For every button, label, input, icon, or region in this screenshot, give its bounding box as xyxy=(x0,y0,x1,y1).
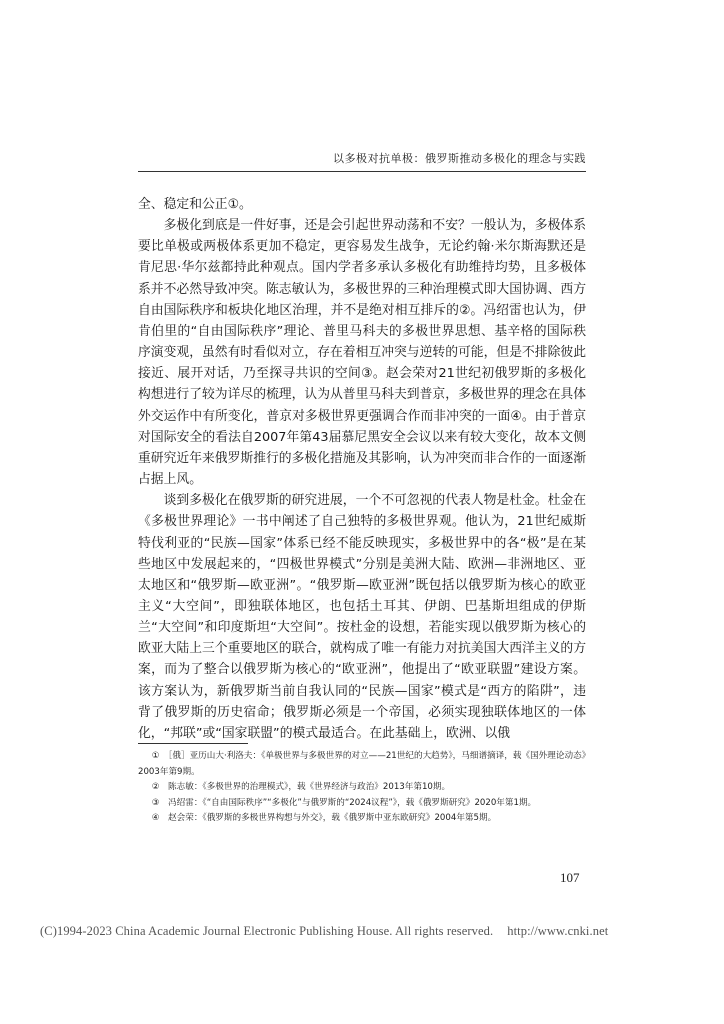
footnote-3: ③ 冯绍雷：《“自由国际秩序”“多极化”与俄罗斯的“2024议程”》，载《俄罗斯研究》2020年第1期。 xyxy=(151,797,537,808)
paragraph-multipolarity-debate: 多极化到底是一件好事，还是会引起世界动荡和不安？一般认为，多极体系要比单极或两极体系更加不稳定，更容易发生战争，无论约翰·米尔斯海默还是肯尼思·华尔兹都持此种观点。国内学者多承认多极化有助维持均势，且多极体系并不必然导致冲突。陈志敏认为，多极世界的三种治理模式即大国协调、西方自由国际秩序和板块化地区治理，并不是绝对相互排斥的②。冯绍雷也认为，伊肯伯里的“自由国际秩序”理论、普里马科夫的多极世界思想、基辛格的国际秩序演变观，虽然有时看似对立，存在着相互冲突与逆转的可能，但是不排除彼此接近、展开对话，乃至探寻共识的空间③。赵会荣对21世纪初俄罗斯的多极化构想进行了较为详尽的梳理，认为从普里马科夫到普京，多极世界的理念在具体外交运作中有所变化，普京对多极世界更强调合作而非冲突的一面④。由于普京对国际安全的看法自2007年第43届慕尼黑安全会议以来有较大变化，故本文侧重研究近年来俄罗斯推行的多极化措施及其影响，认为冲突而非合作的一面逐渐占据上风。 xyxy=(138,218,586,488)
paragraph-dugin-theory: 谈到多极化在俄罗斯的研究进展，一个不可忽视的代表人物是杜金。杜金在《多极世界理论》一书中阐述了自己独特的多极世界观。他认为，21世纪威斯特伐利亚的“民族—国家”体系已经不能反映现实，多极世界中的各“极”是在某些地区中发展起来的，“四极世界模式”分别是美洲大陆、欧洲—非洲地区、亚太地区和“俄罗斯—欧亚洲”。“俄罗斯—欧亚洲”既包括以俄罗斯为核心的欧亚主义“大空间”，即独联体地区，也包括土耳其、伊朗、巴基斯坦组成的伊斯兰“大空间”和印度斯坦“大空间”。按杜金的设想，若能实现以俄罗斯为核心的欧亚大陆上三个重要地区的联合，就构成了唯一有能力对抗美国大西洋主义的方案，而为了整合以俄罗斯为核心的“欧亚洲”，他提出了“欧亚联盟”建设方案。该方案认为，新俄罗斯当前自我认同的“民族—国家”模式是“西方的陷阱”，违背了俄罗斯的历史宿命；俄罗斯必须是一个帝国，必须实现独联体地区的一体化，“邦联”或“国家联盟”的模式最适合。在此基础上，欧洲、以俄 xyxy=(138,493,586,741)
footnote-4: ④ 赵会荣：《俄罗斯的多极世界构想与外交》，载《俄罗斯中亚东欧研究》2004年第5期。 xyxy=(151,813,497,823)
footnote-1: ① ［俄］亚历山大·利洛夫：《单极世界与多极世界的对立——21世纪的大趋势》，马细谱摘译，载《国外理论动态》2003年第9期。 xyxy=(138,751,586,777)
cnki-url: http://www.cnki.net xyxy=(507,924,609,938)
copyright-footer xyxy=(40,924,700,939)
paragraph-continuation: 全、稳定和公正①。 xyxy=(138,197,252,212)
footnotes xyxy=(138,749,586,827)
footnote-divider xyxy=(138,743,248,744)
header-divider xyxy=(138,171,586,172)
running-header-title: 以多极对抗单极：俄罗斯推动多极化的理念与实践 xyxy=(333,152,586,165)
footnote-2: ② 陈志敏：《多极世界的治理模式》，载《世界经济与政治》2013年第10期。 xyxy=(151,782,451,792)
page-number: 107 xyxy=(560,870,580,885)
body-text xyxy=(138,194,586,744)
copyright-notice: (C)1994-2023 China Academic Journal Electronic Publishing House. All rights reserved. xyxy=(40,924,494,938)
